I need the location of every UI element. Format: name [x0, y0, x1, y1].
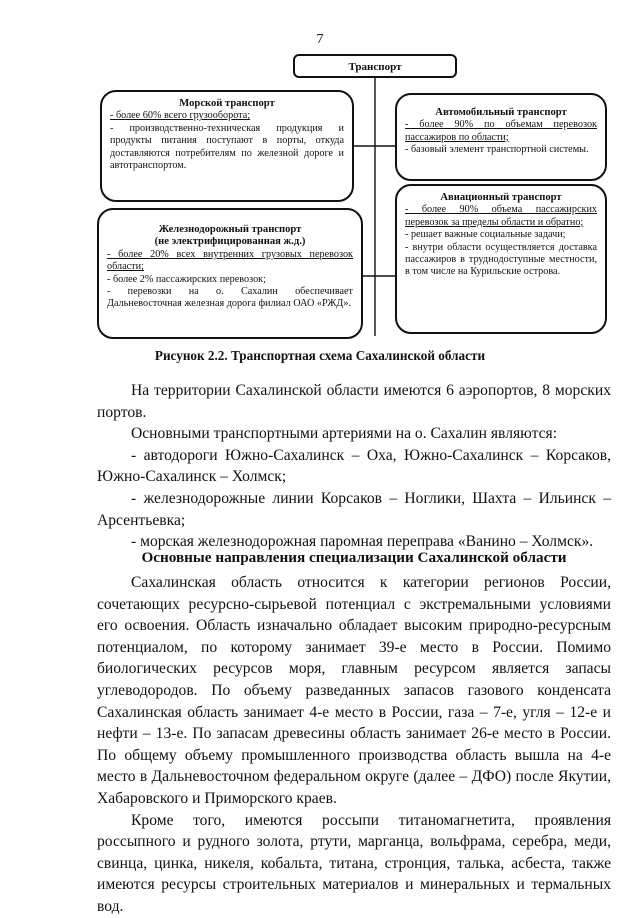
rail-item-1: - более 20% всех внутренних грузовых перевозок области;	[107, 248, 353, 273]
sea-transport-box	[100, 90, 354, 202]
paragraph: Сахалинская область относится к категории регионов России, сочетающих ресурсно-сырьевой потенциал с экстремальными условиями его освоения. Область изначально обладает высоким природно-ресурсным потенциалом, по которому занимает 39-е место в России. Помимо биологических ресурсов моря, главным ресурсом является запасы углеводородов. По объему разведанных запасов газового конденсата Сахалинская область занимает 4-е место в России, газа – 7-е, угля – 12-е и нефти – 13-е. По запасам древесины область занимает 26-е место в России. По общему объему промышленного производства область вышла на 4-е место в Дальневосточном федеральном округе (далее – ДФО) после Якутии, Хабаровского и Приморского краев.	[97, 574, 611, 807]
rail-transport-box	[97, 208, 363, 339]
auto-transport-title: Автомобильный транспорт	[435, 107, 567, 118]
list-item: - железнодорожные линии Корсаков – Ноглики, Шахта – Ильинск – Арсентьевка;	[97, 489, 611, 529]
section-heading: Основные направления специализации Сахалинской области	[141, 549, 567, 566]
auto-item-2: - базовый элемент транспортной системы.	[405, 144, 589, 156]
rail-item-2: - более 2% пассажирских перевозок;	[107, 273, 266, 285]
paragraph: Кроме того, имеются россыпи титаномагнетита, проявления россыпного и рудного золота, ртути, марганца, вольфрама, серебра, меди, свинца, цинка, никеля, кобальта, титана, стронция, талька, асбеста, также имеются ресурсы строительных материалов и минеральных и термальных вод.	[97, 811, 611, 915]
air-transport-title: Авиационный транспорт	[440, 192, 562, 203]
sea-item-2: - производственно-техническая продукция и продукты питания поступают в порты, откуда доставляются потребителям по железной дороге и автотранспортом.	[110, 122, 344, 172]
section-text	[97, 572, 611, 918]
list-item: - морская железнодорожная паромная переправа «Ванино – Холмск».	[131, 533, 594, 551]
rail-transport-subtitle: (не электрифицированная ж.д.)	[154, 236, 306, 248]
paragraph: Основными транспортными артериями на о. Сахалин являются:	[131, 425, 558, 443]
rail-transport-title: Железнодорожный транспорт	[158, 224, 302, 235]
transport-diagram	[0, 0, 640, 340]
list-item: - автодороги Южно-Сахалинск – Оха, Южно-Сахалинск – Корсаков, Южно-Сахалинск – Холмск;	[97, 446, 611, 486]
diagram-root-box: Транспорт	[293, 54, 457, 78]
figure-caption: Рисунок 2.2. Транспортная схема Сахалинской области	[154, 348, 486, 363]
air-item-1: - более 90% объема пассажирских перевозок за пределы области и обратно;	[405, 204, 597, 228]
air-item-2: - решает важные социальные задачи;	[405, 229, 566, 241]
air-item-3: - внутри области осуществляется доставка пассажиров в труднодоступные местности, в том числе на Курильские острова.	[405, 241, 597, 278]
sea-item-1: - более 60% всего грузооборота;	[110, 110, 251, 122]
auto-item-1: - более 90% по объемам перевозок пассажиров по области;	[405, 119, 597, 143]
intro-text	[97, 380, 611, 553]
sea-transport-title: Морской транспорт	[179, 98, 275, 109]
air-transport-box	[395, 184, 607, 334]
page-number: 7	[316, 32, 324, 47]
auto-transport-box	[395, 93, 607, 181]
paragraph: На территории Сахалинской области имеются 6 аэропортов, 8 морских портов.	[97, 382, 611, 421]
rail-item-3: - перевозки на о. Сахалин обеспечивает Дальневосточная железная дорога филиал ОАО «РЖД».	[107, 286, 353, 310]
